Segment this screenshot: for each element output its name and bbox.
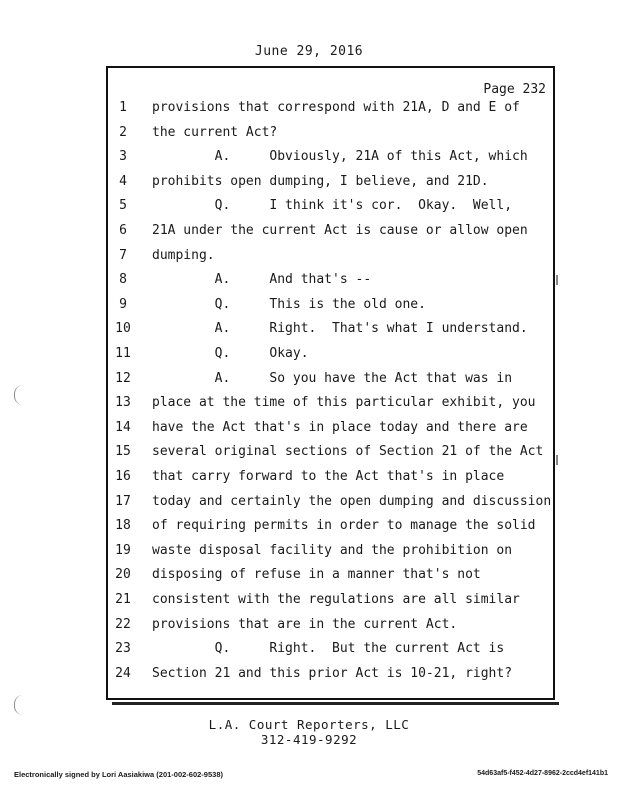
line-number: 19 — [115, 542, 131, 558]
line-number: 3 — [119, 149, 127, 165]
signature-right: 54d63af5-f452-4d27-8962-2ccd4ef141b1 — [477, 770, 608, 777]
transcript-line — [106, 371, 555, 391]
transcript-line — [106, 248, 555, 268]
punch-hole-mark — [14, 385, 23, 405]
transcript-line — [106, 494, 555, 514]
line-number: 10 — [115, 321, 131, 337]
transcript-line — [106, 395, 555, 415]
line-text: Q. I think it's cor. Okay. Well, — [152, 198, 513, 214]
line-text: provisions that are in the current Act. — [152, 616, 458, 632]
line-number: 18 — [115, 518, 131, 534]
page-number: Page 232 — [483, 82, 546, 97]
transcript-line — [106, 174, 555, 194]
transcript-line — [106, 346, 555, 366]
edge-mark — [556, 275, 558, 285]
line-number: 20 — [115, 567, 131, 583]
line-text: that carry forward to the Act that's in place — [152, 469, 505, 484]
line-number: 11 — [115, 346, 131, 361]
line-text: today and certainly the open dumping and discussion — [152, 493, 552, 509]
signature-left: Electronically signed by Lori Aasiakiwa (201-002-602-9538) — [14, 770, 223, 779]
line-text: place at the time of this particular exhibit, you — [152, 395, 536, 411]
line-number: 1 — [119, 100, 127, 115]
transcript-line — [106, 420, 555, 440]
line-number: 13 — [115, 395, 131, 411]
line-text: Q. Right. But the current Act is — [152, 641, 505, 657]
line-text: have the Act that's in place today and there are — [152, 419, 528, 435]
line-text: several original sections of Section 21 of the Act — [152, 444, 544, 460]
transcript-line — [106, 592, 555, 612]
line-text: Q. This is the old one. — [152, 296, 426, 312]
line-number: 16 — [115, 469, 131, 484]
line-text: A. Right. That's what I understand. — [152, 321, 528, 337]
transcript-line — [106, 297, 555, 317]
line-text: A. And that's -- — [152, 272, 372, 288]
line-number: 14 — [115, 419, 131, 435]
transcript-line — [106, 518, 555, 538]
transcript-line — [106, 666, 555, 686]
line-text: prohibits open dumping, I believe, and 21D. — [152, 173, 489, 189]
line-number: 24 — [115, 665, 131, 681]
line-number: 6 — [119, 223, 127, 238]
line-text: A. So you have the Act that was in — [152, 370, 513, 386]
footer-company: L.A. Court Reporters, LLC — [208, 717, 410, 732]
transcript-line — [106, 198, 555, 218]
edge-mark — [556, 455, 558, 465]
line-text: consistent with the regulations are all similar — [152, 592, 520, 607]
line-number: 15 — [115, 444, 131, 460]
line-number: 7 — [119, 247, 127, 263]
line-number: 12 — [115, 370, 131, 386]
transcript-line — [106, 149, 555, 169]
line-text: waste disposal facility and the prohibition on — [152, 542, 513, 558]
line-number: 4 — [119, 173, 127, 189]
header-date: June 29, 2016 — [254, 44, 364, 59]
line-number: 23 — [115, 641, 131, 657]
line-text: 21A under the current Act is cause or allow open — [152, 223, 528, 238]
line-text: disposing of refuse in a manner that's not — [152, 567, 481, 583]
line-text: Section 21 and this prior Act is 10-21, right? — [152, 665, 513, 681]
footer-phone: 312-419-9292 — [260, 732, 358, 747]
line-number: 5 — [119, 198, 127, 214]
line-text: Q. Okay. — [152, 346, 309, 361]
line-number: 21 — [115, 592, 131, 607]
line-text: dumping. — [152, 247, 215, 263]
transcript-line — [106, 469, 555, 489]
line-text: of requiring permits in order to manage the solid — [152, 518, 536, 534]
transcript-line — [106, 321, 555, 341]
line-number: 2 — [119, 124, 127, 140]
line-text: provisions that correspond with 21A, D and E of — [152, 100, 520, 115]
transcript-line — [106, 125, 555, 145]
line-number: 8 — [119, 272, 127, 288]
line-number: 22 — [115, 616, 131, 632]
transcript-line — [106, 444, 555, 464]
line-text: A. Obviously, 21A of this Act, which — [152, 149, 528, 165]
transcript-line — [106, 567, 555, 587]
punch-hole-mark — [14, 695, 23, 715]
line-text: the current Act? — [152, 124, 278, 140]
transcript-line — [106, 223, 555, 243]
transcript-line — [106, 100, 555, 120]
line-number: 9 — [119, 296, 127, 312]
transcript-line — [106, 543, 555, 563]
transcript-line — [106, 617, 555, 637]
transcript-line — [106, 641, 555, 661]
line-number: 17 — [115, 493, 131, 509]
transcript-line — [106, 272, 555, 292]
